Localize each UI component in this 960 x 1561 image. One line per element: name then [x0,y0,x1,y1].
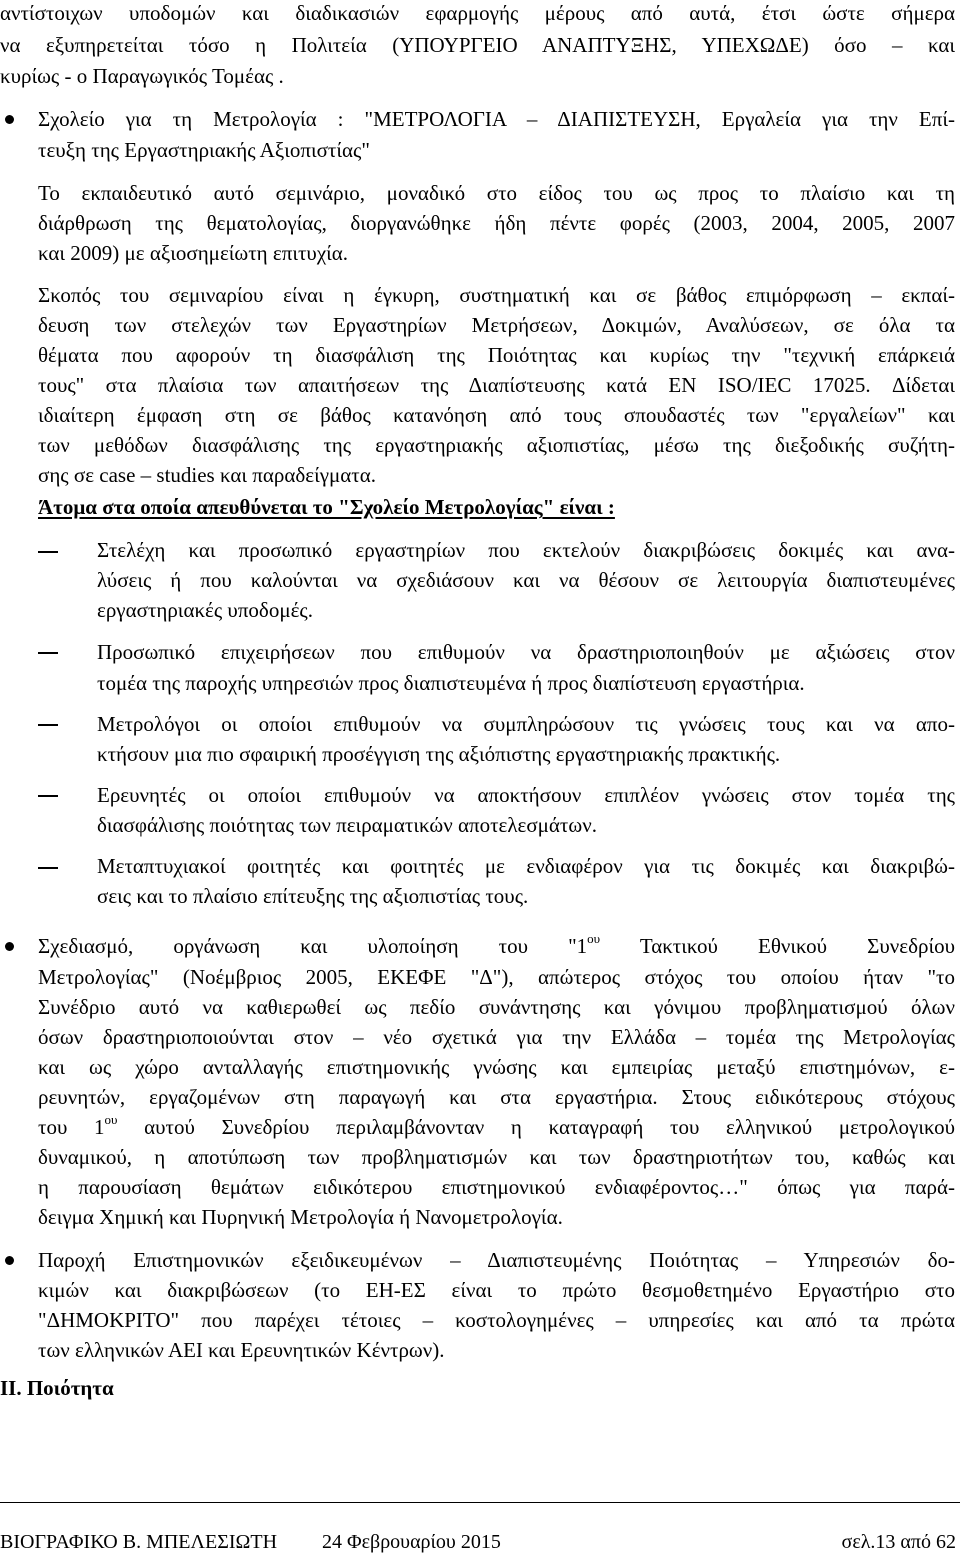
school-para2-line-4: τους" στα πλαίσια των απαιτήσεων της Διαπίστευσης κατά EN ISO/IEC 17025. Δίδεται [38,373,955,397]
services-line-1: Παροχή Επιστημονικών εξειδικευμένων – Διαπιστευμένης Ποιότητας – Υπηρεσιών δο- [38,1248,955,1272]
audience-item-1-line-2: λύσεις ή που καλούνται να σχεδιάσουν και να θέσουν σε λειτουργία διαπιστευμένες [97,568,955,592]
audience-item-3-line-2: κτήσουν μια πιο σφαιρική προσέγγιση της αξιόπιστης εργαστηριακής πρακτικής. [97,742,781,766]
footer-date: 24 Φεβρουαρίου 2015 [322,1531,501,1553]
congress-line-6: ρευνητών, εργαζομένων στη παραγωγή και στα εργαστήρια. Στους ειδικότερους στόχους [38,1085,955,1109]
dash-marker [38,551,58,553]
footer-page-number: σελ.13 από 62 [841,1531,956,1553]
services-line-3: "ΔΗΜΟΚΡΙΤΟ" που παρέχει τέτοιες – κοστολογημένες – υπηρεσίες και από τα πρώτα [38,1308,955,1332]
audience-item-1-line-1: Στελέχη και προσωπικό εργαστηρίων που εκτελούν διακριβώσεις δοκιμές και ανα- [97,538,955,562]
congress-line-2: Μετρολογίας" (Νοέμβριος 2005, ΕΚΕΦΕ "Δ"), απώτερος στόχος του οποίου ήταν "το [38,965,955,989]
footer-author: ΒΙΟΓΡΑΦΙΚΟ Β. ΜΠΕΛΕΣΙΩΤΗ [0,1531,278,1553]
school-para2-line-1: Σκοπός του σεμιναρίου είναι η έγκυρη, συστηματική και σε βάθος επιμόρφωση – εκπαί- [38,283,955,307]
audience-heading: Άτομα στα οποία απευθύνεται το "Σχολείο Μετρολογίας" είναι : [38,495,615,519]
dash-marker [38,867,58,869]
congress-line-10: δειγμα Χημική και Πυρηνική Μετρολογία ή Νανομετρολογία. [38,1205,563,1229]
congress-line-3: Συνέδριο αυτό να καθιερωθεί ως πεδίο συνάντησης και γόνιμου προβληματισμού όλων [38,995,955,1019]
bullet-congress [5,942,14,951]
school-para2-line-2: δευση των στελεχών των Εργαστηρίων Μετρήσεων, Δοκιμών, Αναλύσεων, σε όλα τα [38,313,955,337]
bullet-services [5,1256,14,1265]
audience-item-4-line-1: Ερευνητές οι οποίοι επιθυμούν να αποκτήσουν επιπλέον γνώσεις στον τομέα της [97,783,955,807]
school-para1-line-3: και 2009) με αξιοσημείωτη επιτυχία. [38,241,349,265]
audience-item-1-line-3: εργαστηριακές υποδομές. [97,598,313,622]
school-para1-line-2: διάρθρωση της θεματολογίας, διοργανώθηκε ήδη πέντε φορές (2003, 2004, 2005, 2007 [38,211,955,235]
intro-line-1: αντίστοιχων υποδομών και διαδικασιών εφαρμογής μέρους από αυτά, έτσι ώστε σήμερα [0,1,955,25]
congress-line-7: του $1^{o\upsilon}$ αυτού Συνεδρίου περιλαμβάνονταν η καταγραφή του ελληνικού μετρολογικού [38,1112,955,1139]
school-para1-line-1: Το εκπαιδευτικό αυτό σεμινάριο, μοναδικό στο είδος του ως προς το πλαίσιο και τη [38,181,955,205]
school-para2-line-5: ιδιαίτερη έμφαση στη σε βάθος κατανόηση από τους σπουδαστές των "εργαλείων" και [38,403,955,427]
audience-item-3-line-1: Μετρολόγοι οι οποίοι επιθυμούν να συμπληρώσουν τις γνώσεις τους και να απο- [97,712,955,736]
services-line-2: κιμών και διακριβώσεων (το ΕΗ-ΕΣ είναι το πρώτο θεσμοθετημένο Εργαστήριο στο [38,1278,955,1302]
congress-line-9: η παρουσίαση θεμάτων ειδικότερου επιστημονικού ενδιαφέροντος…" όπως για παρά- [38,1175,955,1199]
services-line-4: των ελληνικών ΑΕΙ και Ερευνητικών Κέντρων). [38,1338,445,1362]
ordinal-superscript: ου [587,931,601,946]
school-title-line-2: τευξη της Εργαστηριακής Αξιοπιστίας" [38,138,370,162]
school-para2-line-7: σης σε case – studies και παραδείγματα. [38,463,376,487]
section-heading: ΙΙ. Ποιότητα [0,1376,114,1400]
audience-item-2-line-1: Προσωπικό επιχειρήσεων που επιθυμούν να δραστηριοποιηθούν με αξιώσεις στον [97,640,955,664]
ordinal-superscript: ου [104,1112,118,1127]
footer-divider [0,1502,960,1503]
school-para2-line-6: των μεθόδων διασφάλισης της εργαστηριακής αξιοπιστίας, μέσω της διεξοδικής συζήτη- [38,433,955,457]
intro-line-3: κυρίως - ο Παραγωγικός Τομέας . [0,64,284,88]
dash-marker [38,652,58,654]
congress-line-8: δυναμικού, η αποτύπωση των προβληματισμών και των δραστηριοτήτων του, καθώς και [38,1145,955,1169]
dash-marker [38,724,58,726]
audience-item-5-line-1: Μεταπτυχιακοί φοιτητές και φοιτητές με ενδιαφέρον για τις δοκιμές και διακριβώ- [97,854,955,878]
bullet-school [5,115,14,124]
congress-line-5: και ως χώρο ανταλλαγής επιστημονικής γνώσης και εμπειρίας μεταξύ επιστημόνων, ε- [38,1055,955,1079]
congress-line-4: όσων δραστηριοποιούνται στον – νέο σχετικά για την Ελλάδα – τομέα της Μετρολογίας [38,1025,955,1049]
congress-line-1: Σχεδιασμό, οργάνωση και υλοποίηση του "$1^{o\upsilon}$ Τακτικού Εθνικού Συνεδρίου [38,931,955,958]
audience-item-2-line-2: τομέα της παροχής υπηρεσιών προς διαπιστευμένα ή προς διαπίστευση εργαστήρια. [97,671,805,695]
audience-item-5-line-2: σεις και το πλαίσιο επίτευξης της αξιοπιστίας τους. [97,884,529,908]
dash-marker [38,795,58,797]
school-para2-line-3: θέματα που αφορούν τη διασφάλιση της Ποιότητας και κυρίως την "τεχνική επάρκειά [38,343,955,367]
audience-item-4-line-2: διασφάλισης ποιότητας των πειραματικών αποτελεσμάτων. [97,813,597,837]
intro-line-2: να εξυπηρετείται τόσο η Πολιτεία (ΥΠΟΥΡΓΕΙΟ ΑΝΑΠΤΥΞΗΣ, ΥΠΕΧΩΔΕ) όσο – και [0,33,955,57]
school-title-line-1: Σχολείο για τη Μετρολογία : "ΜΕΤΡΟΛΟΓΙΑ – ΔΙΑΠΙΣΤΕΥΣΗ, Εργαλεία για την Επί- [38,107,955,131]
